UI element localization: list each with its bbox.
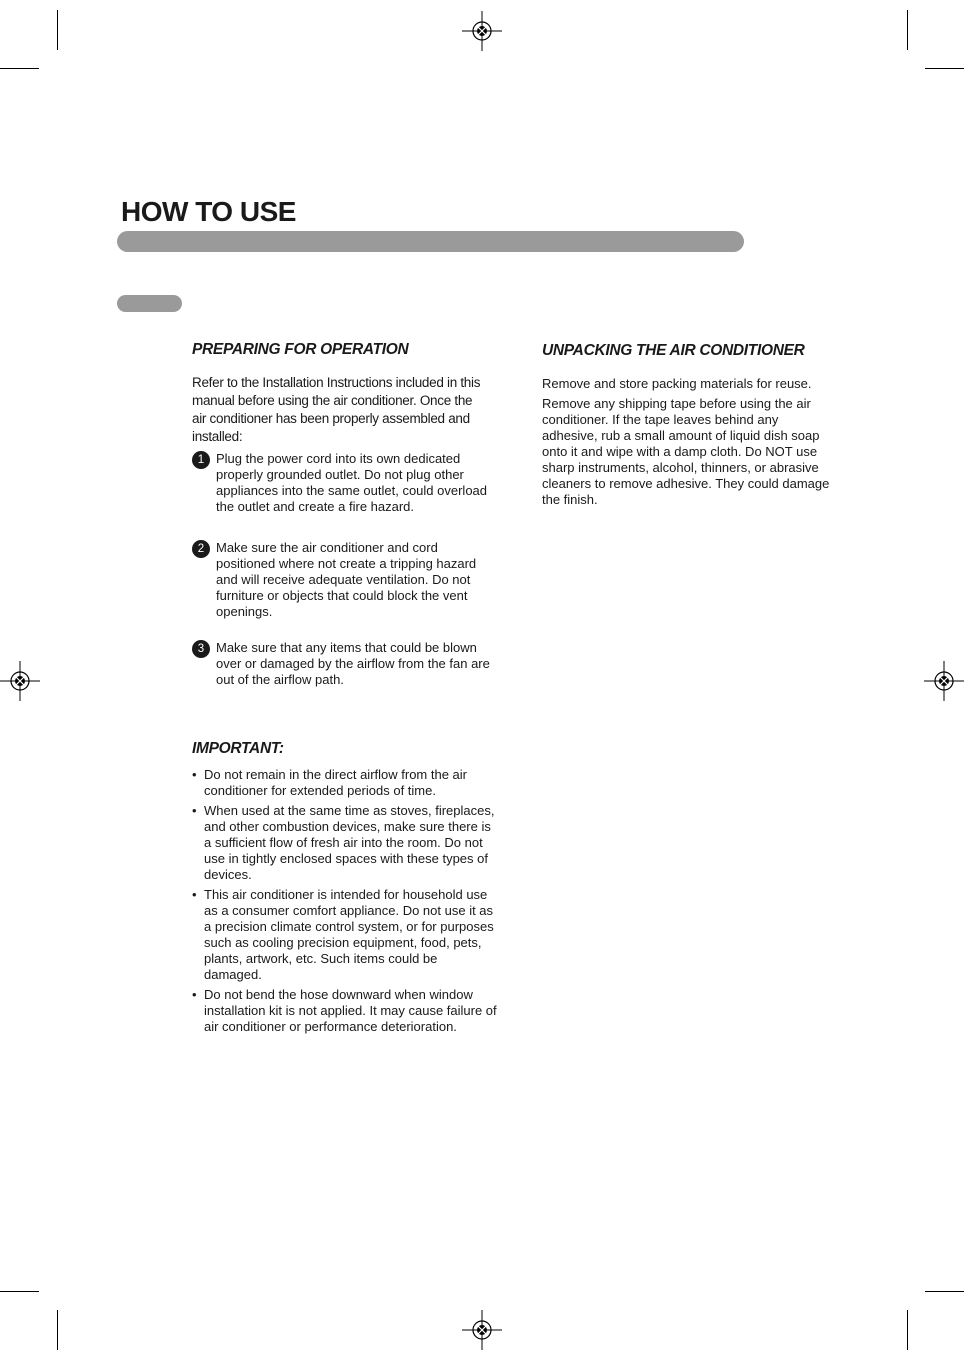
- registration-mark-icon: [924, 661, 964, 701]
- crop-mark: [907, 10, 908, 50]
- registration-mark-icon: [462, 1310, 502, 1350]
- preparing-intro: Refer to the Installation Instructions included in this manual before using the air conditioner. Once the air conditioner has been properly assembled and installed:: [192, 375, 481, 444]
- list-item: [192, 887, 497, 983]
- important-list: [192, 767, 497, 1039]
- registration-mark-icon: [0, 661, 40, 701]
- title-bar: [117, 231, 744, 252]
- list-item: [192, 803, 497, 883]
- step-number-badge: 2: [192, 540, 210, 558]
- list-item-text: This air conditioner is intended for household use as a consumer comfort appliance. Do not use it as a precision climate control system, or for purposes such as cooling precision equipment, food, pets, plants, artwork, etc. Such items could be damaged.: [204, 887, 494, 982]
- unpacking-heading: UNPACKING THE AIR CONDITIONER: [542, 342, 805, 359]
- crop-mark: [0, 1291, 39, 1292]
- registration-mark-icon: [462, 11, 502, 51]
- crop-mark: [925, 1291, 964, 1292]
- preparing-heading: PREPARING FOR OPERATION: [192, 341, 409, 358]
- list-item-text: Do not bend the hose downward when window installation kit is not applied. It may cause failure of air conditioner or performance deterioration.: [204, 987, 497, 1034]
- crop-mark: [57, 1310, 58, 1350]
- section-pill: [117, 295, 182, 312]
- step-text: Make sure the air conditioner and cord positioned where not create a tripping hazard and will receive adequate ventilation. Do not furniture or objects that could block the vent openings.: [216, 540, 477, 619]
- list-item: [192, 987, 497, 1035]
- crop-mark: [0, 68, 39, 69]
- step-number-badge: 1: [192, 451, 210, 469]
- bullet-icon: •: [192, 987, 197, 1002]
- step-item: [192, 540, 497, 620]
- crop-mark: [925, 68, 964, 69]
- list-item-text: When used at the same time as stoves, fireplaces, and other combustion devices, make sure there is a sufficient flow of fresh air into the room. Do not use in tightly enclosed spaces with these types of devices.: [204, 803, 495, 882]
- crop-mark: [907, 1310, 908, 1350]
- bullet-icon: •: [192, 887, 197, 902]
- unpacking-paragraph: Remove and store packing materials for reuse.: [542, 376, 812, 391]
- step-number-badge: 3: [192, 640, 210, 658]
- step-item: [192, 640, 497, 688]
- crop-mark: [57, 10, 58, 50]
- step-item: [192, 451, 497, 515]
- bullet-icon: •: [192, 803, 197, 818]
- step-text: Make sure that any items that could be blown over or damaged by the airflow from the fan are out of the airflow path.: [216, 640, 490, 687]
- bullet-icon: •: [192, 767, 197, 782]
- list-item-text: Do not remain in the direct airflow from the air conditioner for extended periods of time.: [204, 767, 467, 798]
- unpacking-paragraph: Remove any shipping tape before using the air conditioner. If the tape leaves behind any adhesive, rub a small amount of liquid dish soap onto it and wipe with a damp cloth. Do NOT use sharp instruments, alcohol, thinners, or abrasive cleaners to remove adhesive. They could damage the finish.: [542, 396, 830, 507]
- page-title: HOW TO USE: [121, 196, 296, 227]
- list-item: [192, 767, 497, 799]
- step-text: Plug the power cord into its own dedicated properly grounded outlet. Do not plug other appliances into the same outlet, could overload the outlet and create a fire hazard.: [216, 451, 488, 514]
- important-heading: IMPORTANT:: [192, 740, 284, 757]
